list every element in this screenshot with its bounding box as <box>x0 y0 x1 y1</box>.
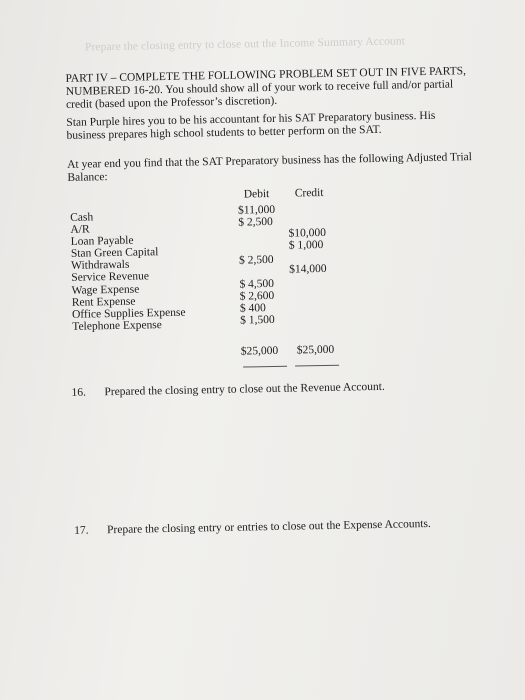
credit-amount: $14,000 <box>289 262 327 276</box>
question-number: 17. <box>74 524 89 537</box>
account-name: Wage Expense <box>71 283 140 297</box>
account-name: Stan Green Capital <box>70 246 159 260</box>
worksheet-page <box>8 0 525 700</box>
credit-amount: $ 1,000 <box>288 238 324 252</box>
trial-balance-lead-in: At year end you find that the SAT Preparatory business has the following Adjusted Trial Balance: <box>67 151 473 184</box>
credit-total: $25,000 <box>296 343 335 357</box>
question-text: Prepare the closing entry or entries to close out the Expense Accounts. <box>106 517 431 537</box>
bleed-through-text: Prepare the closing entry to close out the Income Summary Account <box>84 35 406 54</box>
question-17 <box>74 517 494 538</box>
credit-total-rule <box>295 365 339 367</box>
debit-amount: $ 2,500 <box>238 253 274 267</box>
account-name: Loan Payable <box>70 234 134 248</box>
debit-amount: $ 4,500 <box>239 277 275 291</box>
account-name: A/R <box>70 223 90 236</box>
account-name: Withdrawals <box>70 258 130 272</box>
account-name: Telephone Expense <box>72 319 162 333</box>
account-name: Rent Expense <box>71 295 136 309</box>
credit-column-header: Credit <box>294 186 324 200</box>
debit-column-header: Debit <box>243 188 270 201</box>
debit-total: $25,000 <box>240 344 279 358</box>
question-number: 16. <box>71 386 87 399</box>
debit-amount: $ 400 <box>239 302 266 315</box>
debit-amount: $ 1,500 <box>240 313 275 327</box>
debit-total-rule <box>243 366 287 368</box>
debit-amount: $ 2,500 <box>238 215 273 229</box>
intro-paragraph: Stan Purple hires you to be his accountant for his SAT Preparatory business. His business prepares high school students to better perform on the SAT. <box>66 109 436 142</box>
debit-amount: $ 2,600 <box>239 289 275 303</box>
account-name: Office Supplies Expense <box>71 306 186 321</box>
question-text: Prepared the closing entry to close out the Revenue Account. <box>104 380 385 399</box>
part-heading: PART IV – COMPLETE THE FOLLOWING PROBLEM SET OUT IN FIVE PARTS, NUMBERED 16-20. You should show all of your work to receive full and/or partial credit (based upon the Professor’s discretion). <box>65 65 467 111</box>
credit-amount: $10,000 <box>288 226 327 240</box>
account-name: Cash <box>70 211 94 224</box>
account-name: Service Revenue <box>71 270 150 284</box>
question-16 <box>71 379 491 400</box>
debit-amount: $11,000 <box>237 203 276 217</box>
